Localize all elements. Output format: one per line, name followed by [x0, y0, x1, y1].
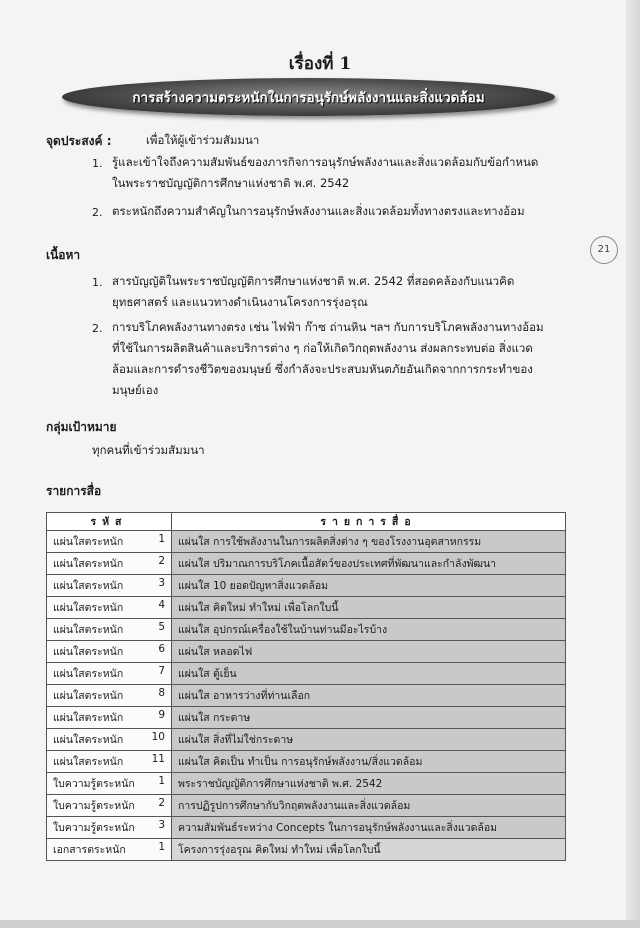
media-code-number: 1	[158, 841, 165, 853]
page-bottom-edge	[0, 920, 640, 928]
objective-item-1	[112, 152, 538, 194]
text-line: มนุษย์เอง	[112, 383, 159, 397]
media-title-cell: แผ่นใส อาหารว่างที่ท่านเลือก	[172, 685, 566, 707]
media-title-cell: แผ่นใส ตู้เย็น	[172, 663, 566, 685]
target-heading: กลุ่มเป้าหมาย	[46, 420, 117, 434]
media-code-cell	[47, 707, 172, 729]
text-line: ล้อมและการดำรงชีวิตของมนุษย์ ซึ่งกำลังจะประสบมหันตภัยอันเกิดจากการกระทำของ	[112, 362, 533, 376]
media-code-label: เอกสารตระหนัก	[53, 844, 126, 856]
media-code-label: ใบความรู้ตระหนัก	[53, 778, 135, 790]
media-code-number: 7	[158, 665, 165, 677]
media-title-cell: ความสัมพันธ์ระหว่าง Concepts ในการอนุรักษ์พลังงานและสิ่งแวดล้อม	[172, 817, 566, 839]
media-title-cell: แผ่นใส กระดาษ	[172, 707, 566, 729]
media-code-cell	[47, 641, 172, 663]
media-code-number: 1	[158, 533, 165, 545]
media-code-cell	[47, 817, 172, 839]
media-code-number: 9	[158, 709, 165, 721]
media-code-label: ใบความรู้ตระหนัก	[53, 800, 135, 812]
media-code-number: 4	[158, 599, 165, 611]
media-code-cell	[47, 575, 172, 597]
media-code-label: แผ่นใสตระหนัก	[53, 602, 124, 614]
media-code-number: 5	[158, 621, 165, 633]
media-code-label: แผ่นใสตระหนัก	[53, 756, 124, 768]
objective-item-number: 1.	[92, 157, 103, 170]
media-heading: รายการสื่อ	[46, 484, 102, 498]
media-code-label: แผ่นใสตระหนัก	[53, 668, 124, 680]
media-code-label: แผ่นใสตระหนัก	[53, 690, 124, 702]
media-title-cell: แผ่นใส คิดเป็น ทำเป็น การอนุรักษ์พลังงาน/สิ่งแวดล้อม	[172, 751, 566, 773]
title-banner	[62, 78, 555, 116]
table-row	[47, 707, 566, 729]
column-header-code: รหัส	[47, 513, 172, 531]
media-table	[46, 512, 566, 861]
table-row	[47, 839, 566, 861]
media-code-number: 10	[151, 731, 165, 743]
media-code-number: 8	[158, 687, 165, 699]
table-row	[47, 795, 566, 817]
media-code-number: 2	[158, 797, 165, 809]
table-row	[47, 773, 566, 795]
media-code-label: แผ่นใสตระหนัก	[53, 646, 124, 658]
media-code-cell	[47, 773, 172, 795]
media-code-number: 6	[158, 643, 165, 655]
media-code-number: 2	[158, 555, 165, 567]
media-title-cell: โครงการรุ่งอรุณ คิดใหม่ ทำใหม่ เพื่อโลกใบนี้	[172, 839, 566, 861]
text-line: ตระหนักถึงความสำคัญในการอนุรักษ์พลังงานและสิ่งแวดล้อมทั้งทางตรงและทางอ้อม	[112, 204, 525, 218]
media-code-number: 3	[158, 819, 165, 831]
media-code-cell	[47, 729, 172, 751]
media-code-number: 11	[151, 753, 165, 765]
media-table-body	[47, 531, 566, 861]
content-heading: เนื้อหา	[46, 248, 81, 262]
content-item-number: 1.	[92, 276, 103, 289]
table-row	[47, 729, 566, 751]
chapter-title: เรื่องที่ 1	[288, 54, 352, 74]
table-row	[47, 663, 566, 685]
media-title-cell: แผ่นใส หลอดไฟ	[172, 641, 566, 663]
objective-intro: เพื่อให้ผู้เข้าร่วมสัมมนา	[146, 133, 260, 147]
media-code-cell	[47, 619, 172, 641]
text-line: ในพระราชบัญญัติการศึกษาแห่งชาติ พ.ศ. 2542	[112, 176, 350, 190]
media-title-cell: แผ่นใส คิดใหม่ ทำใหม่ เพื่อโลกใบนี้	[172, 597, 566, 619]
media-code-label: แผ่นใสตระหนัก	[53, 580, 124, 592]
media-code-cell	[47, 597, 172, 619]
media-title-cell: แผ่นใส สิ่งที่ไม่ใช่กระดาษ	[172, 729, 566, 751]
column-header-title: รายการสื่อ	[172, 513, 566, 531]
target-text: ทุกคนที่เข้าร่วมสัมมนา	[92, 443, 205, 457]
text-line: สารบัญญัติในพระราชบัญญัติการศึกษาแห่งชาติ พ.ศ. 2542 ที่สอดคล้องกับแนวคิด	[112, 274, 515, 288]
media-title-cell: แผ่นใส 10 ยอดปัญหาสิ่งแวดล้อม	[172, 575, 566, 597]
media-code-label: แผ่นใสตระหนัก	[53, 558, 124, 570]
table-header-row	[47, 513, 566, 531]
media-code-label: แผ่นใสตระหนัก	[53, 734, 124, 746]
text-line: การบริโภคพลังงานทางตรง เช่น ไฟฟ้า ก๊าซ ถ่านหิน ฯลฯ กับการบริโภคพลังงานทางอ้อม	[112, 320, 544, 334]
table-row	[47, 575, 566, 597]
media-title-cell: แผ่นใส การใช้พลังงานในการผลิตสิ่งต่าง ๆ ของโรงงานอุตสาหกรรม	[172, 531, 566, 553]
media-code-cell	[47, 795, 172, 817]
table-row	[47, 553, 566, 575]
table-row	[47, 817, 566, 839]
text-line: ยุทธศาสตร์ และแนวทางดำเนินงานโครงการรุ่งอรุณ	[112, 295, 368, 309]
page-number-badge: 21	[590, 236, 618, 264]
media-code-label: แผ่นใสตระหนัก	[53, 712, 124, 724]
media-code-cell	[47, 553, 172, 575]
content-item-1	[112, 271, 514, 313]
page-edge-shadow	[626, 0, 640, 928]
media-title-cell: แผ่นใส อุปกรณ์เครื่องใช้ในบ้านท่านมีอะไรบ้าง	[172, 619, 566, 641]
banner-title: การสร้างความตระหนักในการอนุรักษ์พลังงานและสิ่งแวดล้อม	[132, 90, 485, 106]
table-row	[47, 641, 566, 663]
media-title-cell: แผ่นใส ปริมาณการบริโภคเนื้อสัตว์ของประเทศที่พัฒนาและกำลังพัฒนา	[172, 553, 566, 575]
media-code-number: 1	[158, 775, 165, 787]
table-row	[47, 751, 566, 773]
content-item-2	[112, 317, 544, 401]
text-line: ที่ใช้ในการผลิตสินค้าและบริการต่าง ๆ ก่อให้เกิดวิกฤตพลังงาน ส่งผลกระทบต่อ สิ่งแวด	[112, 341, 533, 355]
table-row	[47, 619, 566, 641]
table-row	[47, 685, 566, 707]
media-code-cell	[47, 839, 172, 861]
media-code-number: 3	[158, 577, 165, 589]
media-code-cell	[47, 751, 172, 773]
media-code-cell	[47, 531, 172, 553]
media-code-label: ใบความรู้ตระหนัก	[53, 822, 135, 834]
media-code-cell	[47, 685, 172, 707]
media-title-cell: การปฏิรูปการศึกษากับวิกฤตพลังงานและสิ่งแวดล้อม	[172, 795, 566, 817]
table-row	[47, 531, 566, 553]
objective-item-number: 2.	[92, 206, 103, 219]
media-code-label: แผ่นใสตระหนัก	[53, 624, 124, 636]
objective-item-2	[112, 201, 525, 222]
content-item-number: 2.	[92, 322, 103, 335]
media-code-cell	[47, 663, 172, 685]
objective-label: จุดประสงค์ :	[46, 134, 112, 148]
media-title-cell: พระราชบัญญัติการศึกษาแห่งชาติ พ.ศ. 2542	[172, 773, 566, 795]
text-line: รู้และเข้าใจถึงความสัมพันธ์ของภารกิจการอนุรักษ์พลังงานและสิ่งแวดล้อมกับข้อกำหนด	[112, 155, 539, 169]
media-code-label: แผ่นใสตระหนัก	[53, 536, 124, 548]
table-row	[47, 597, 566, 619]
